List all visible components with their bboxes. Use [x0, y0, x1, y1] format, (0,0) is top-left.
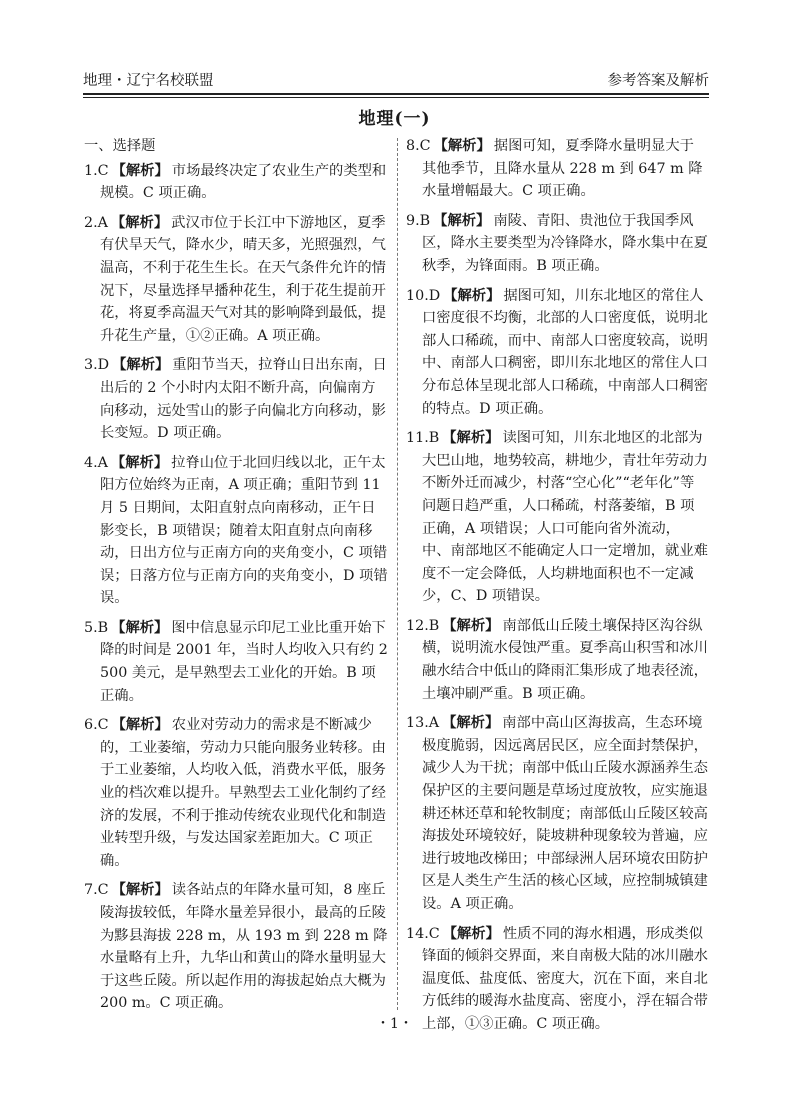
- answer-item: [84, 714, 389, 872]
- answer-item: [406, 712, 708, 915]
- answer-item: [84, 354, 389, 444]
- answer-number: 4.A: [84, 454, 108, 471]
- answer-item: [84, 160, 389, 205]
- answer-text: 南部中高山区海拔高，生态环境极度脆弱，因远离居民区，应全面封禁保护，减少人为干扰；南部中低山丘陵水源涵养生态保护区的主要问题是草场过度放牧，应实施退耕还林还草和轮牧制度；南部低山丘陵区较高海拔处环境较好，陡坡耕种现象较为普遍，应进行坡地改梯田；中部绿洲人居环境农田防护区是人类生产生活的核心区域，应控制城镇建设。A 项正确。: [422, 715, 708, 912]
- answer-text: 市场最终决定了农业生产的类型和规模。C 项正确。: [100, 162, 387, 202]
- analysis-tag: 【解析】: [111, 619, 169, 636]
- running-header: [83, 66, 709, 90]
- header-rule: [83, 93, 709, 95]
- right-answer-list: [406, 135, 708, 1036]
- analysis-tag: 【解析】: [433, 138, 491, 154]
- answer-item: [406, 285, 708, 421]
- analysis-tag: 【解析】: [442, 617, 500, 634]
- right-column: [406, 135, 708, 1043]
- answer-item: [84, 879, 389, 1015]
- analysis-tag: 【解析】: [442, 715, 500, 732]
- answer-number: 6.C: [84, 717, 109, 734]
- analysis-tag: 【解析】: [442, 925, 500, 942]
- analysis-tag: 【解析】: [110, 454, 169, 471]
- answer-text: 据图可知，夏季降水量明显大于其他季节，且降水量从 228 m 到 647 m 降水量增幅最大。C 项正确。: [422, 138, 703, 200]
- answer-text: 图中信息显示印尼工业比重开始下降的时间是 2001 年，当时人均收入只有约 2 500 美元，是早熟型去工业化的开始。B 项正确。: [100, 619, 388, 704]
- analysis-tag: 【解析】: [111, 717, 169, 734]
- answer-item: [84, 617, 389, 707]
- answer-item: [84, 212, 389, 348]
- answer-item: [406, 135, 708, 203]
- answer-number: 14.C: [406, 925, 440, 942]
- analysis-tag: 【解析】: [112, 357, 170, 374]
- answer-text: 据图可知，川东北地区的常住人口密度很不均衡，北部的人口密度低，说明北部人口稀疏，而中、南部人口密度较高，说明中、南部人口稠密，即川东北地区的常住人口分布总体呈现北部人口稀疏，中南部人口稠密的特点。D 项正确。: [422, 287, 708, 417]
- header-left: 地理・辽宁名校联盟: [83, 73, 214, 89]
- section-heading: 一、选择题: [84, 138, 156, 154]
- answer-number: 9.B: [406, 212, 431, 229]
- answer-number: 13.A: [406, 715, 440, 732]
- answer-item: [406, 427, 708, 608]
- answer-text: 拉脊山位于北回归线以北，正午太阳方位始终为正南，A 项正确；重阳节到 11 月 5 日期间，太阳直射点向南移动，正午日影变长，B 项错误；随着太阳直射点向南移动，日出方位与正南方向的夹角变小，C 项错误；日落方位与正南方向的夹角变小，D 项错误。: [100, 454, 388, 607]
- analysis-tag: 【解析】: [433, 212, 491, 229]
- left-column: [84, 135, 389, 1022]
- answer-text: 读图可知，川东北地区的北部为大巴山地，地势较高，耕地少，青壮年劳动力不断外迁而减少，村落“空心化”“老年化”等问题日趋严重，人口稀疏，村落萎缩，B 项正确，A 项错误；人口可能向省外流动，中、南部地区不能确定人口一定增加，就业难度不一定会降低，人均耕地面积也不一定减少，C、D 项错误。: [422, 430, 708, 605]
- answer-number: 7.C: [84, 882, 109, 899]
- answer-text: 农业对劳动力的需求是不断减少的，工业萎缩，劳动力只能向服务业转移。由于工业萎缩，人均收入低，消费水平低，服务业的档次难以提升。早熟型去工业化制约了经济的发展，不利于推动传统农业现代化和制造业转型升级，与发达国家差距加大。C 项正确。: [100, 717, 386, 869]
- header-right: 参考答案及解析: [607, 73, 709, 89]
- answer-text: 武汉市位于长江中下游地区，夏季有伏旱天气，降水少，晴天多，光照强烈，气温高，不利于花生生长。在天气条件允许的情况下，尽量选择早播种花生，利于花生提前开花，将夏季高温天气对其的影响降到最低，提升花生产量，①②正确。A 项正确。: [100, 214, 386, 344]
- answer-number: 3.D: [84, 357, 110, 374]
- answer-number: 12.B: [406, 617, 440, 634]
- answer-number: 11.B: [406, 430, 440, 447]
- page-title: 地理(一): [358, 109, 431, 129]
- answer-text: 重阳节当天，拉脊山日出东南，日出后的 2 个小时内太阳不断升高，向偏南方向移动，远处雪山的影子向偏北方向移动，影长变短。D 项正确。: [100, 357, 387, 442]
- page-number: ・1・: [376, 1016, 413, 1032]
- analysis-tag: 【解析】: [442, 430, 500, 447]
- analysis-tag: 【解析】: [111, 882, 169, 899]
- answer-number: 5.B: [84, 619, 109, 636]
- answer-number: 10.D: [406, 287, 441, 304]
- answer-number: 2.A: [84, 214, 108, 231]
- analysis-tag: 【解析】: [111, 162, 169, 179]
- left-answer-list: [84, 160, 389, 1015]
- answer-text: 性质不同的海水相遇，形成类似锋面的倾斜交界面，来自南极大陆的冰川融水温度低、盐度低、密度大，沉在下面，来自北方低纬的暖海水盐度高、密度小，浮在辐合带上部，①③正确。C 项正确。: [422, 925, 708, 1032]
- answer-text: 南部低山丘陵土壤保持区沟谷纵横，说明流水侵蚀严重。夏季高山积雪和冰川融水结合中低山的降雨汇集形成了地表径流，土壤冲刷严重。B 项正确。: [422, 617, 708, 702]
- answer-number: 1.C: [84, 162, 109, 179]
- answer-text: 读各站点的年降水量可知，8 座丘陵海拔较低，年降水量差异很小，最高的丘陵为黟县海拔 228 m，从 193 m 到 228 m 降水量略有上升，九华山和黄山的降水量明显大于这些丘陵。所以起作用的海拔起始点大概为 200 m。C 项正确。: [100, 882, 388, 1012]
- analysis-tag: 【解析】: [443, 287, 501, 304]
- analysis-tag: 【解析】: [110, 214, 169, 231]
- header-rule-thin: [83, 97, 709, 98]
- column-divider: [397, 138, 398, 1010]
- answer-text: 南陵、青阳、贵池位于我国季风区，降水主要类型为冷锋降水，降水集中在夏秋季，为锋面雨。B 项正确。: [422, 212, 708, 274]
- answer-item: [406, 615, 708, 705]
- answer-number: 8.C: [406, 138, 431, 154]
- answer-item: [406, 210, 708, 278]
- answer-item: [84, 452, 389, 610]
